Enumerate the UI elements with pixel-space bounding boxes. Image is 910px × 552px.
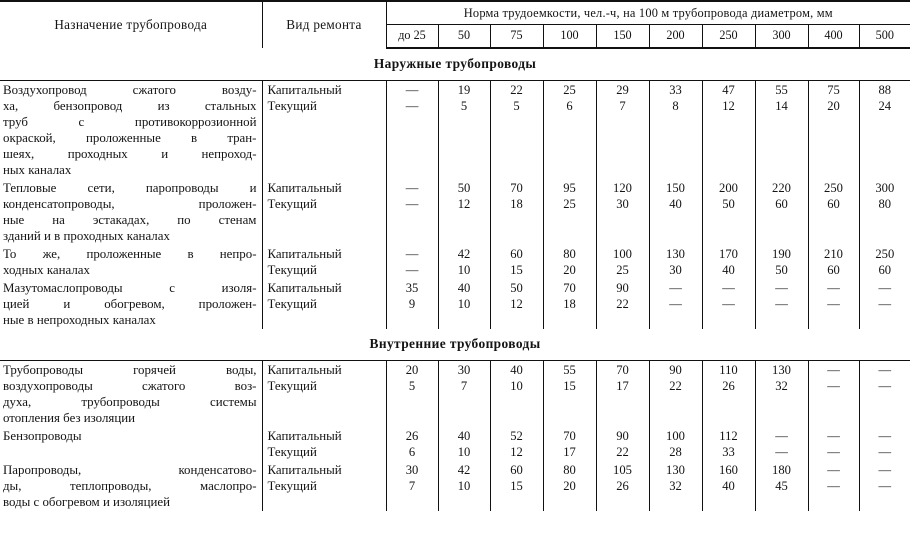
labor-norm-cell: [702, 279, 755, 329]
labor-norm-value: 40: [669, 197, 682, 211]
labor-norm-value: 19: [457, 83, 471, 97]
labor-norm-value: 25: [563, 197, 576, 211]
labor-norm-cell: [490, 245, 543, 279]
labor-norm-value: —: [722, 297, 735, 311]
labor-norm-value: 30: [616, 197, 629, 211]
table-header: [0, 1, 910, 48]
pipeline-purpose-cell: [0, 179, 262, 245]
labor-norm-value: 95: [563, 181, 576, 195]
labor-norm-value: —: [878, 281, 892, 295]
labor-norm-cell: [596, 461, 649, 511]
purpose-line: Воздухопровод сжатого возду-: [3, 83, 257, 97]
labor-norm-cell: [386, 361, 438, 428]
labor-norm-value: 10: [510, 379, 523, 393]
labor-norm-value: 70: [616, 363, 629, 377]
labor-norm-value: —: [775, 281, 788, 295]
labor-norm-cell: [386, 179, 438, 245]
labor-norm-cell: [808, 81, 859, 180]
labor-norm-value: 130: [772, 363, 791, 377]
table-row: [0, 427, 910, 461]
labor-norm-value: 50: [457, 181, 471, 195]
purpose-line: отопления без изоляции: [3, 411, 136, 425]
table-row: [0, 361, 910, 428]
section-banner-row: [0, 48, 910, 81]
pipeline-purpose-cell: [0, 81, 262, 180]
labor-norm-cell: [755, 179, 808, 245]
labor-norm-cell: [543, 279, 596, 329]
labor-norm-value: 90: [616, 281, 629, 295]
labor-norm-value: 8: [672, 99, 679, 113]
labor-norm-cell: [490, 279, 543, 329]
labor-norm-value: 40: [722, 263, 735, 277]
labor-norm-cell: [543, 461, 596, 511]
labor-norm-value: 26: [405, 429, 419, 443]
labor-norm-cell: [859, 279, 910, 329]
labor-norm-value: 60: [827, 197, 840, 211]
purpose-line: То же, проложенные в непро-: [3, 247, 257, 261]
header-diameter-6: 250: [702, 25, 755, 49]
header-diameter-8: 400: [808, 25, 859, 49]
labor-norm-value: —: [827, 445, 840, 459]
labor-norm-value: 6: [566, 99, 573, 113]
labor-norm-value: 12: [722, 99, 735, 113]
labor-norm-value: 40: [457, 429, 471, 443]
labor-norm-value: 22: [616, 297, 629, 311]
labor-norm-value: 15: [563, 379, 576, 393]
repair-kind-label: Капитальный: [267, 281, 342, 295]
labor-norm-value: 80: [563, 463, 576, 477]
labor-norm-value: 7: [408, 479, 416, 493]
labor-norm-value: 70: [563, 281, 576, 295]
labor-norm-cell: [808, 361, 859, 428]
labor-norm-cell: [543, 427, 596, 461]
labor-norm-value: 10: [457, 479, 471, 493]
labor-norm-cell: [808, 461, 859, 511]
labor-norm-cell: [702, 245, 755, 279]
table-row: [0, 179, 910, 245]
labor-norm-value: —: [827, 281, 840, 295]
labor-norm-value: —: [405, 263, 419, 277]
header-diameter-1: 50: [438, 25, 490, 49]
labor-norm-value: —: [827, 379, 840, 393]
labor-norm-value: 40: [510, 363, 523, 377]
repair-kind-label: Капитальный: [267, 429, 342, 443]
header-diameter-9: 500: [859, 25, 910, 49]
purpose-line: цией и обогревом, проложен-: [3, 297, 257, 311]
purpose-line: шеях, проходных и непроход-: [3, 147, 257, 161]
labor-norm-value: 22: [616, 445, 629, 459]
labor-norm-value: 112: [719, 429, 738, 443]
labor-norm-value: —: [878, 429, 892, 443]
labor-norm-value: 80: [563, 247, 576, 261]
labor-norm-value: —: [827, 463, 840, 477]
pipeline-purpose-cell: [0, 427, 262, 461]
purpose-line: Тепловые сети, паропроводы и: [3, 181, 257, 195]
repair-kind-cell: [262, 361, 386, 428]
repair-kind-cell: [262, 461, 386, 511]
labor-norm-value: —: [405, 181, 419, 195]
labor-norm-value: 9: [408, 297, 416, 311]
labor-norm-cell: [808, 179, 859, 245]
labor-norm-value: 12: [510, 445, 523, 459]
labor-norm-cell: [438, 461, 490, 511]
labor-norm-cell: [596, 81, 649, 180]
labor-norm-value: 300: [875, 181, 895, 195]
labor-norm-cell: [386, 245, 438, 279]
repair-kind-label: Капитальный: [267, 83, 342, 97]
labor-norm-cell: [808, 279, 859, 329]
labor-norm-value: 88: [878, 83, 892, 97]
labor-norm-value: 220: [772, 181, 791, 195]
labor-norm-value: 22: [510, 83, 523, 97]
purpose-line: труб с противокоррозионной: [3, 115, 257, 129]
labor-norm-value: 30: [405, 463, 419, 477]
repair-kind-label: Текущий: [267, 479, 317, 493]
labor-norm-value: —: [775, 429, 788, 443]
repair-kind-label: Текущий: [267, 263, 317, 277]
labor-norm-value: 29: [616, 83, 629, 97]
labor-norm-cell: [490, 427, 543, 461]
section-title-1: Наружные трубопроводы: [0, 48, 910, 81]
labor-norm-value: 60: [510, 463, 523, 477]
labor-norm-cell: [702, 461, 755, 511]
labor-norm-value: 30: [669, 263, 682, 277]
labor-norm-cell: [386, 81, 438, 180]
labor-norm-value: 26: [722, 379, 735, 393]
labor-norm-value: 210: [824, 247, 843, 261]
labor-norm-value: 47: [722, 83, 735, 97]
labor-norm-value: 20: [563, 479, 576, 493]
labor-norm-value: 180: [772, 463, 791, 477]
labor-norm-value: 120: [613, 181, 632, 195]
labor-norm-cell: [755, 427, 808, 461]
labor-norm-value: 200: [719, 181, 738, 195]
section-title-2: Внутренние трубопроводы: [0, 329, 910, 361]
labor-norm-cell: [649, 361, 702, 428]
labor-norm-value: 70: [563, 429, 576, 443]
table-row: [0, 461, 910, 511]
labor-norm-value: 170: [719, 247, 738, 261]
labor-norm-value: 70: [510, 181, 523, 195]
labor-norm-cell: [438, 81, 490, 180]
header-diameter-2: 75: [490, 25, 543, 49]
labor-norm-cell: [702, 361, 755, 428]
header-diameter-4: 150: [596, 25, 649, 49]
labor-norm-value: —: [669, 281, 682, 295]
labor-norm-value: 7: [460, 379, 468, 393]
purpose-line: Паропроводы, конденсатово-: [3, 463, 257, 477]
labor-norm-cell: [596, 279, 649, 329]
labor-norm-cell: [859, 81, 910, 180]
labor-norm-cell: [596, 245, 649, 279]
header-diameter-3: 100: [543, 25, 596, 49]
labor-norm-value: —: [878, 479, 892, 493]
labor-norm-cell: [543, 81, 596, 180]
labor-norm-cell: [438, 361, 490, 428]
purpose-line: зданий и в проходных каналах: [3, 229, 170, 243]
labor-norm-value: 40: [457, 281, 471, 295]
labor-norm-value: 25: [616, 263, 629, 277]
labor-norm-value: 90: [616, 429, 629, 443]
labor-norm-value: 130: [666, 247, 685, 261]
purpose-line: воздухопроводы сжатого воз-: [3, 379, 257, 393]
labor-norm-cell: [859, 427, 910, 461]
labor-norm-cell: [438, 279, 490, 329]
labor-norm-value: —: [827, 363, 840, 377]
labor-norm-value: —: [827, 429, 840, 443]
labor-norm-value: 28: [669, 445, 682, 459]
repair-kind-cell: [262, 179, 386, 245]
purpose-line: Мазутомаслопроводы с изоля-: [3, 281, 257, 295]
repair-kind-cell: [262, 279, 386, 329]
labor-norm-value: 105: [613, 463, 632, 477]
labor-norm-value: 80: [878, 197, 892, 211]
header-diameter-5: 200: [649, 25, 702, 49]
labor-norm-value: 18: [563, 297, 576, 311]
labor-norm-cell: [859, 461, 910, 511]
purpose-line: ходных каналах: [3, 263, 90, 277]
purpose-line: Бензопроводы: [3, 429, 82, 443]
labor-norm-value: —: [722, 281, 735, 295]
labor-norm-cell: [649, 81, 702, 180]
labor-norm-value: 190: [772, 247, 791, 261]
labor-norm-value: 5: [460, 99, 468, 113]
header-repair-kind: Вид ремонта: [262, 1, 386, 48]
labor-norm-value: 32: [669, 479, 682, 493]
purpose-line: ных каналах: [3, 163, 72, 177]
repair-kind-label: Текущий: [267, 297, 317, 311]
purpose-line: воды с обогревом и изоляцией: [3, 495, 171, 509]
labor-norm-value: 10: [457, 297, 471, 311]
repair-kind-label: Капитальный: [267, 181, 342, 195]
labor-norm-cell: [755, 461, 808, 511]
labor-norm-value: 250: [875, 247, 895, 261]
header-pipeline-purpose: Назначение трубопровода: [0, 1, 262, 48]
labor-norm-value: 33: [669, 83, 682, 97]
labor-norm-value: 24: [878, 99, 892, 113]
section-banner-row: [0, 329, 910, 361]
labor-norm-cell: [490, 461, 543, 511]
labor-norm-cell: [808, 245, 859, 279]
labor-norm-value: 17: [563, 445, 576, 459]
labor-norm-value: 50: [722, 197, 735, 211]
labor-norm-value: 45: [775, 479, 788, 493]
labor-norm-cell: [543, 361, 596, 428]
labor-norm-value: 14: [775, 99, 788, 113]
pipeline-purpose-cell: [0, 361, 262, 428]
labor-norm-value: 10: [457, 263, 471, 277]
labor-norm-cell: [596, 427, 649, 461]
labor-norm-cell: [649, 245, 702, 279]
labor-norm-cell: [490, 81, 543, 180]
labor-norm-value: 10: [457, 445, 471, 459]
header-diameter-7: 300: [755, 25, 808, 49]
labor-norm-cell: [755, 279, 808, 329]
labor-norm-value: 12: [457, 197, 471, 211]
labor-norm-value: —: [405, 197, 419, 211]
pipeline-purpose-cell: [0, 461, 262, 511]
labor-norm-value: 42: [457, 463, 471, 477]
labor-norm-cell: [649, 179, 702, 245]
labor-norm-value: —: [878, 379, 892, 393]
labor-norm-cell: [702, 179, 755, 245]
labor-norm-value: 60: [775, 197, 788, 211]
labor-norm-value: 90: [669, 363, 682, 377]
labor-norm-value: 5: [513, 99, 520, 113]
labor-norm-value: 15: [510, 263, 523, 277]
labor-norm-cell: [859, 245, 910, 279]
repair-kind-label: Капитальный: [267, 363, 342, 377]
labor-norm-value: —: [878, 297, 892, 311]
labor-norm-cell: [543, 245, 596, 279]
labor-norm-cell: [808, 427, 859, 461]
labor-norm-cell: [649, 461, 702, 511]
labor-norm-cell: [649, 279, 702, 329]
labor-norm-cell: [596, 179, 649, 245]
purpose-line: окраской, проложенные в тран-: [3, 131, 257, 145]
labor-norm-value: 55: [775, 83, 788, 97]
repair-kind-label: Капитальный: [267, 247, 342, 261]
pipeline-purpose-cell: [0, 245, 262, 279]
labor-norm-value: 150: [666, 181, 685, 195]
labor-norm-value: 130: [666, 463, 685, 477]
labor-norm-cell: [543, 179, 596, 245]
labor-norm-value: 30: [457, 363, 471, 377]
labor-norm-value: 25: [563, 83, 576, 97]
repair-kind-label: Текущий: [267, 445, 317, 459]
labor-norm-value: 52: [510, 429, 523, 443]
repair-kind-label: Капитальный: [267, 463, 342, 477]
labor-norm-value: 15: [510, 479, 523, 493]
labor-norm-value: 60: [510, 247, 523, 261]
repair-kind-label: Текущий: [267, 99, 317, 113]
labor-norm-value: 32: [775, 379, 788, 393]
labor-norm-cell: [755, 81, 808, 180]
table-row: [0, 81, 910, 180]
labor-norm-value: 50: [510, 281, 523, 295]
table-body: [0, 48, 910, 511]
labor-norm-cell: [649, 427, 702, 461]
header-diameter-0: до 25: [386, 25, 438, 49]
labor-norm-cell: [438, 427, 490, 461]
labor-norm-value: —: [827, 479, 840, 493]
labor-norm-value: 60: [878, 263, 892, 277]
labor-norm-value: 100: [666, 429, 685, 443]
purpose-line: Трубопроводы горячей воды,: [3, 363, 257, 377]
repair-kind-cell: [262, 427, 386, 461]
pipeline-purpose-cell: [0, 279, 262, 329]
labor-norm-value: 22: [669, 379, 682, 393]
labor-norm-value: 250: [824, 181, 843, 195]
labor-norm-value: —: [405, 83, 419, 97]
repair-kind-label: Текущий: [267, 379, 317, 393]
labor-norm-value: 7: [619, 99, 626, 113]
labor-norm-value: 17: [616, 379, 629, 393]
labor-norm-value: 40: [722, 479, 735, 493]
labor-norm-cell: [702, 81, 755, 180]
repair-kind-cell: [262, 245, 386, 279]
labor-norm-value: 18: [510, 197, 523, 211]
labor-norm-value: 110: [719, 363, 738, 377]
table-row: [0, 279, 910, 329]
labor-norm-value: 75: [827, 83, 840, 97]
labor-norm-value: 42: [457, 247, 471, 261]
repair-kind-label: Текущий: [267, 197, 317, 211]
labor-norm-cell: [386, 461, 438, 511]
labor-norm-value: 60: [827, 263, 840, 277]
labor-norm-value: 20: [405, 363, 419, 377]
labor-norm-value: —: [775, 297, 788, 311]
labor-norm-cell: [438, 245, 490, 279]
labor-norm-value: —: [405, 99, 419, 113]
labor-norm-value: 20: [827, 99, 840, 113]
labor-norm-cell: [596, 361, 649, 428]
labor-norm-value: 100: [613, 247, 632, 261]
labor-norm-value: 20: [563, 263, 576, 277]
labor-norm-value: —: [669, 297, 682, 311]
labor-norm-cell: [490, 179, 543, 245]
labor-norm-cell: [490, 361, 543, 428]
labor-norm-cell: [386, 427, 438, 461]
labor-norm-value: 5: [408, 379, 416, 393]
labor-norm-cell: [438, 179, 490, 245]
labor-norm-cell: [386, 279, 438, 329]
labor-norm-value: 26: [616, 479, 629, 493]
labor-norm-value: 55: [563, 363, 576, 377]
purpose-line: ные на эстакадах, по стенам: [3, 213, 257, 227]
labor-norm-value: 35: [405, 281, 419, 295]
labor-norm-value: 50: [775, 263, 788, 277]
labor-norm-cell: [859, 361, 910, 428]
labor-norm-cell: [859, 179, 910, 245]
labor-norm-cell: [702, 427, 755, 461]
labor-norm-cell: [755, 245, 808, 279]
labor-norm-value: —: [775, 445, 788, 459]
purpose-line: ды, теплопроводы, маслопро-: [3, 479, 257, 493]
labor-norm-value: 6: [408, 445, 416, 459]
labor-norm-value: 33: [722, 445, 735, 459]
purpose-line: конденсатопроводы, проложен-: [3, 197, 257, 211]
table-row: [0, 245, 910, 279]
purpose-line: ные в непроходных каналах: [3, 313, 156, 327]
labor-norm-value: 160: [719, 463, 738, 477]
repair-kind-cell: [262, 81, 386, 180]
labor-norm-value: —: [827, 297, 840, 311]
purpose-line: духа, трубопроводы системы: [3, 395, 257, 409]
purpose-line: ха, бензопровод из стальных: [3, 99, 257, 113]
header-labor-norm-span: Норма трудоемкости, чел.-ч, на 100 м трубопровода диаметром, мм: [386, 1, 910, 25]
labor-norm-cell: [755, 361, 808, 428]
labor-norm-value: —: [878, 445, 892, 459]
labor-norm-value: —: [405, 247, 419, 261]
labor-norm-value: 12: [510, 297, 523, 311]
labor-norm-value: —: [878, 363, 892, 377]
labor-norm-value: —: [878, 463, 892, 477]
